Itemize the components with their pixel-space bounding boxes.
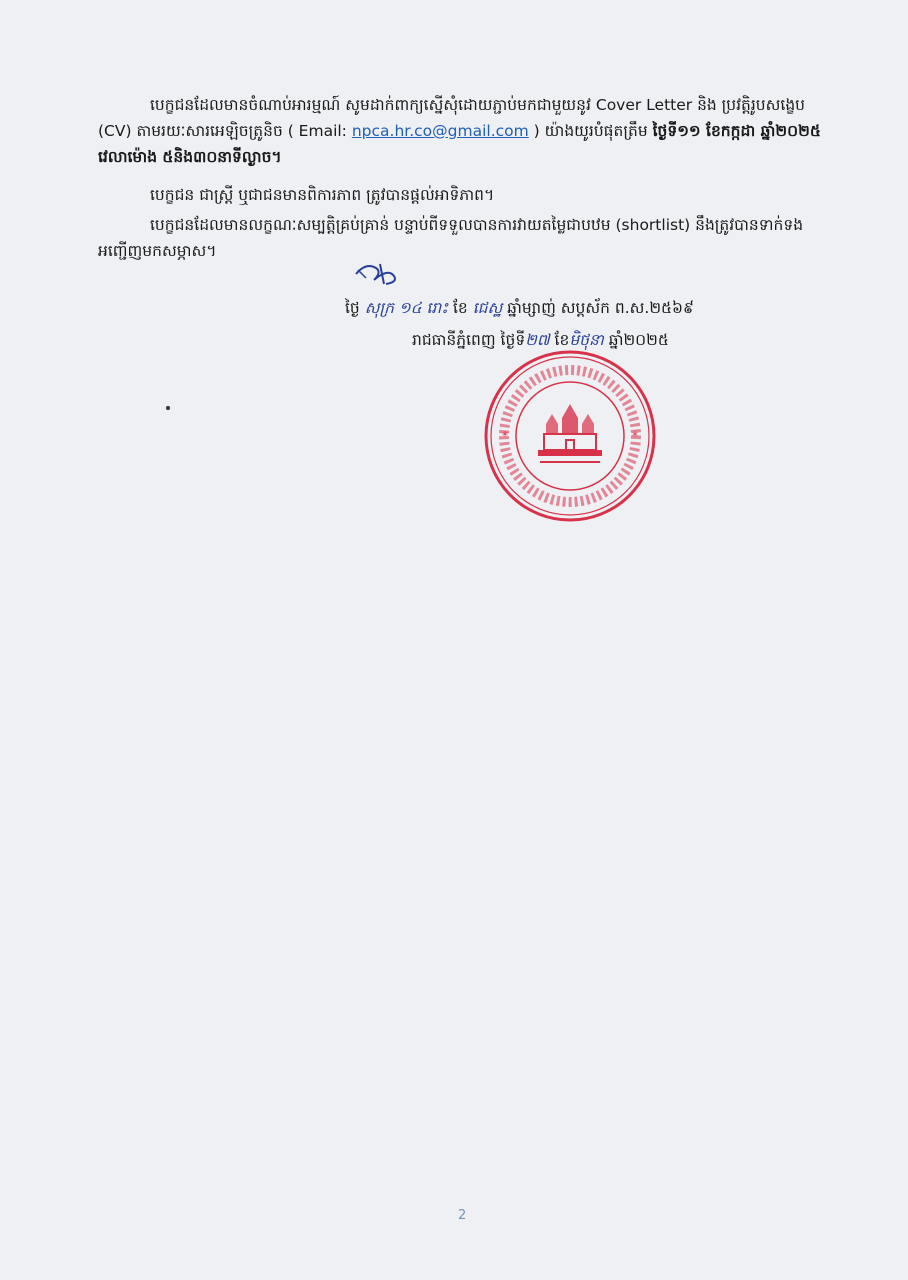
company-seal bbox=[482, 348, 658, 524]
solar-date-prefix: រាជធានីភ្នំពេញ ថ្ងៃទី bbox=[412, 331, 526, 349]
deadline-text: ថ្ងៃទី១១ ខែកក្កដា ឆ្នាំ២០២៥ វេលាម៉ោង ៥និង៣០នាទីល្ងាច។ bbox=[98, 122, 821, 166]
lunar-month-label: ខែ bbox=[452, 299, 468, 317]
lunar-date-prefix: ថ្ងៃ bbox=[345, 299, 360, 317]
lunar-date-suffix: ឆ្នាំម្សាញ់ សប្តស័ក ព.ស.២៥៦៩ bbox=[507, 299, 694, 317]
instructions-text: បេក្ខជនដែលមានចំណាប់អារម្មណ៍ សូមដាក់ពាក្យស្នើសុំដោយភ្ជាប់មកជាមួយនូវ Cover Letter និង ប្រវត្តិរូបសង្ខេប (CV) តាមរយៈសារអេឡិចត្រូនិច ( Email: bbox=[98, 96, 806, 140]
solar-handwritten-month: មិថុនា bbox=[569, 331, 604, 349]
instructions-text-after-email: ) យ៉ាងយូរបំផុតត្រឹម bbox=[528, 122, 653, 140]
priority-paragraph: បេក្ខជន ជាស្ត្រី ឬជាជនមានពិការភាព ត្រូវបានផ្តល់អាទិភាព។ bbox=[150, 186, 495, 204]
scan-speck bbox=[166, 406, 170, 410]
solar-handwritten-day: ២៧ bbox=[525, 331, 550, 349]
svg-text:*: * bbox=[632, 429, 638, 443]
email-link[interactable]: npca.hr.co@gmail.com bbox=[351, 122, 529, 140]
lunar-date-line bbox=[345, 298, 694, 321]
lunar-handwritten-day: សុក្រ ១៤ រោះ bbox=[364, 299, 449, 317]
shortlist-paragraph: បេក្ខជនដែលមានលក្ខណៈសម្បត្តិគ្រប់គ្រាន់ បន្ទាប់ពីទទួលបានការវាយតម្លៃជាបឋម (shortlist) នឹងត្រូវបានទាក់ទងអញ្ជើញមកសម្ភាស។ bbox=[98, 216, 804, 260]
solar-date-suffix: ឆ្នាំ២០២៥ bbox=[608, 331, 669, 349]
signature-scribble-icon bbox=[336, 258, 426, 288]
svg-text:*: * bbox=[502, 429, 508, 443]
initial-signature bbox=[336, 258, 426, 288]
lunar-handwritten-month: ជេស្ឋ bbox=[472, 299, 503, 317]
solar-month-label: ខែ bbox=[554, 331, 570, 349]
application-instructions-paragraph bbox=[98, 92, 828, 170]
seal-icon bbox=[482, 348, 658, 524]
page-number: 2 bbox=[458, 1208, 467, 1223]
